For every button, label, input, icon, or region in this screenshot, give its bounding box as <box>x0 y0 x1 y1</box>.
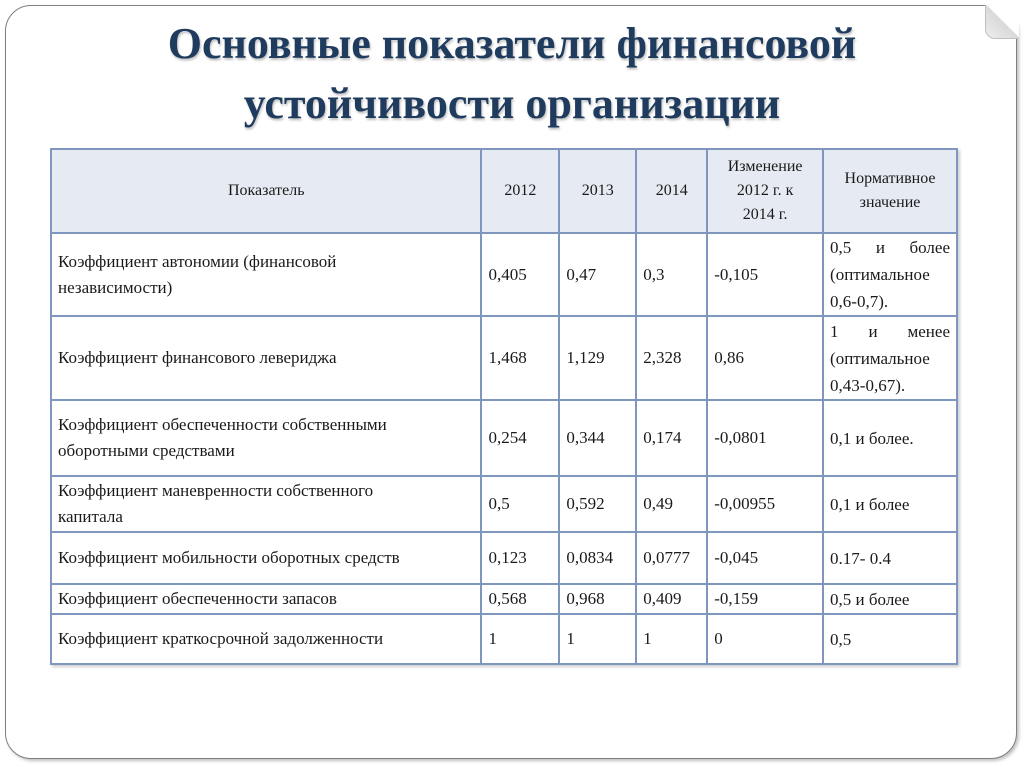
row-indicator-name <box>51 400 481 476</box>
cell-norm: 0.17- 0.4 <box>823 532 957 584</box>
row-indicator-name <box>51 614 481 664</box>
row-indicator-name <box>51 584 481 614</box>
norm-line: 0,43-0,67). <box>830 375 906 395</box>
row-name-line: Коэффициент финансового левериджа <box>58 348 337 367</box>
row-name-line: независимости) <box>58 277 173 297</box>
norm-line: 0,5 и более <box>830 238 950 257</box>
header-change-line-2: 2012 г. к <box>736 182 794 199</box>
row-name-line: Коэффициент маневренности собственного <box>58 481 374 500</box>
cell-change: 0,86 <box>707 316 823 400</box>
norm-line: (оптимальное <box>830 348 930 368</box>
cell-change: -0,045 <box>707 532 823 584</box>
cell-change: -0,00955 <box>707 476 823 532</box>
cell-2013: 0,0834 <box>559 532 636 584</box>
table-row <box>51 532 957 584</box>
cell-2012: 0,568 <box>481 584 559 614</box>
cell-2013: 0,344 <box>559 400 636 476</box>
header-2012: 2012 <box>481 149 559 233</box>
cell-change: 0 <box>707 614 823 664</box>
cell-2013: 0,47 <box>559 233 636 316</box>
cell-2013: 0,968 <box>559 584 636 614</box>
row-name-line: капитала <box>58 507 123 526</box>
slide-title-line-1: Основные показатели финансовой <box>167 19 857 68</box>
row-name-line: оборотными средствами <box>58 441 235 460</box>
row-name-line: Коэффициент краткосрочной задолженности <box>58 629 384 648</box>
cell-2013: 0,592 <box>559 476 636 532</box>
table-row <box>51 233 957 316</box>
header-norm <box>823 149 957 233</box>
header-2014: 2014 <box>636 149 707 233</box>
cell-2012: 0,254 <box>481 400 559 476</box>
header-change <box>707 149 823 233</box>
table-row <box>51 476 957 532</box>
header-change-line-3: 2014 г. <box>742 206 788 223</box>
header-2013: 2013 <box>559 149 636 233</box>
cell-2012: 0,5 <box>481 476 559 532</box>
cell-change: -0,0801 <box>707 400 823 476</box>
cell-2014: 1 <box>636 614 707 664</box>
header-norm-line-2: значение <box>859 194 921 211</box>
cell-change: -0,105 <box>707 233 823 316</box>
cell-norm: 0,5 и более <box>823 584 957 614</box>
table-row <box>51 584 957 614</box>
norm-line: 0,6-0,7). <box>830 292 889 311</box>
table-row <box>51 316 957 400</box>
header-norm-line-1: Нормативное <box>844 170 936 187</box>
slide-title <box>60 14 964 134</box>
cell-2014: 0,174 <box>636 400 707 476</box>
norm-line: 1 и менее <box>830 321 950 341</box>
cell-2012: 1 <box>481 614 559 664</box>
cell-2014: 2,328 <box>636 316 707 400</box>
header-indicator: Показатель <box>51 149 481 233</box>
cell-norm: 0,1 и более. <box>823 400 957 476</box>
row-name-line: Коэффициент мобильности оборотных средств <box>58 548 400 567</box>
cell-2012: 0,405 <box>481 233 559 316</box>
slide-title-line-2: устойчивости организации <box>243 79 781 128</box>
cell-2014: 0,409 <box>636 584 707 614</box>
cell-norm <box>823 316 957 400</box>
cell-2014: 0,3 <box>636 233 707 316</box>
cell-2012: 1,468 <box>481 316 559 400</box>
table-row <box>51 614 957 664</box>
row-indicator-name <box>51 476 481 532</box>
financial-stability-table <box>50 148 958 665</box>
table-row <box>51 400 957 476</box>
cell-norm: 0,5 <box>823 614 957 664</box>
cell-change: -0,159 <box>707 584 823 614</box>
row-name-line: Коэффициент обеспеченности запасов <box>58 589 337 608</box>
cell-2014: 0,49 <box>636 476 707 532</box>
cell-2013: 1,129 <box>559 316 636 400</box>
table-header-row <box>51 149 957 233</box>
cell-norm <box>823 233 957 316</box>
norm-line: (оптимальное <box>830 265 930 284</box>
cell-2012: 0,123 <box>481 532 559 584</box>
row-name-line: Коэффициент автономии (финансовой <box>58 251 337 271</box>
row-name-line: Коэффициент обеспеченности собственными <box>58 415 387 434</box>
row-indicator-name <box>51 316 481 400</box>
cell-2013: 1 <box>559 614 636 664</box>
header-change-line-1: Изменение <box>727 158 803 175</box>
page-curl-decoration <box>985 5 1019 39</box>
row-indicator-name <box>51 233 481 316</box>
row-indicator-name <box>51 532 481 584</box>
cell-2014: 0,0777 <box>636 532 707 584</box>
cell-norm: 0,1 и более <box>823 476 957 532</box>
